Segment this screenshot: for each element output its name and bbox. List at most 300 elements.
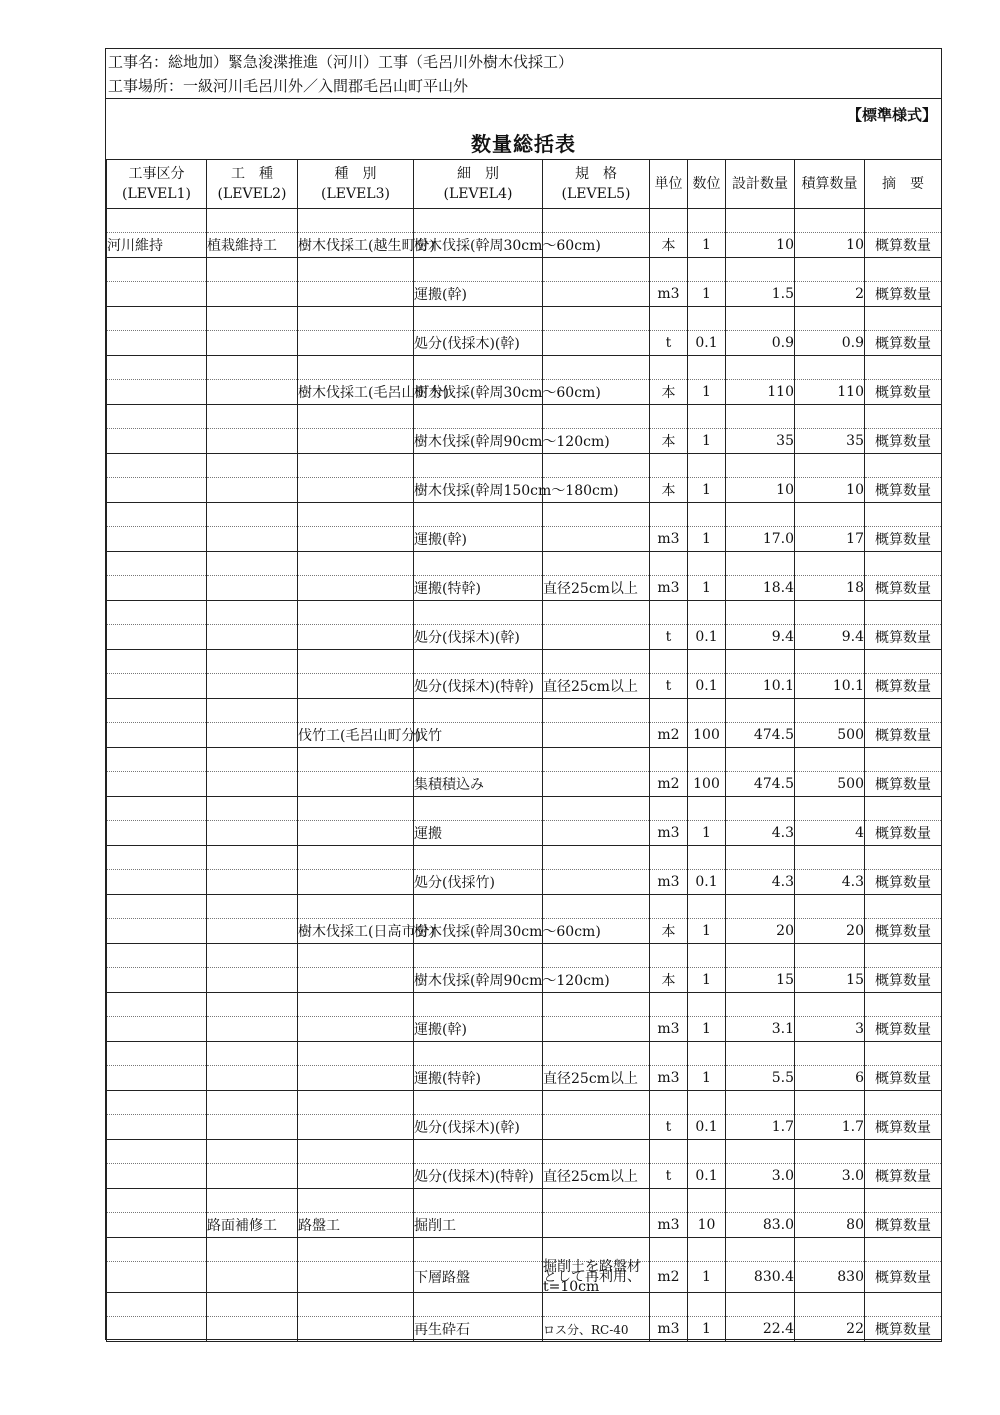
level4-cell: 運搬(幹) — [414, 1017, 543, 1042]
empty-cell — [414, 209, 543, 233]
level2-cell — [207, 429, 298, 454]
empty-cell — [107, 944, 207, 968]
empty-cell — [107, 601, 207, 625]
empty-cell — [543, 307, 650, 331]
unit-cell: m3 — [650, 1213, 688, 1238]
level5-cell: 直径25cm以上 — [543, 674, 650, 699]
empty-cell — [726, 454, 795, 478]
calc-qty-cell: 3 — [795, 1017, 865, 1042]
level5-cell: 直径25cm以上 — [543, 576, 650, 601]
level4-cell: 掘削工 — [414, 1213, 543, 1238]
level1-cell — [107, 478, 207, 503]
empty-cell — [726, 209, 795, 233]
empty-cell — [865, 944, 942, 968]
level5-cell — [543, 625, 650, 650]
empty-cell — [650, 601, 688, 625]
empty-cell — [688, 993, 726, 1017]
empty-cell — [865, 1238, 942, 1262]
design-qty-cell: 22.4 — [726, 1317, 795, 1342]
empty-cell — [726, 1293, 795, 1317]
empty-cell — [207, 454, 298, 478]
empty-cell — [414, 699, 543, 723]
empty-cell — [107, 1140, 207, 1164]
empty-cell — [795, 895, 865, 919]
empty-cell — [795, 454, 865, 478]
spacer-row — [107, 650, 942, 674]
level4-cell: 運搬(幹) — [414, 527, 543, 552]
level1-cell: 河川維持 — [107, 233, 207, 258]
level5-cell — [543, 282, 650, 307]
empty-cell — [865, 699, 942, 723]
spacer-row — [107, 1238, 942, 1262]
empty-cell — [650, 405, 688, 429]
unit-cell: 本 — [650, 919, 688, 944]
level3-cell — [298, 870, 414, 895]
empty-cell — [414, 1042, 543, 1066]
empty-cell — [650, 454, 688, 478]
level1-cell — [107, 821, 207, 846]
spacer-row — [107, 797, 942, 821]
empty-cell — [795, 1091, 865, 1115]
empty-cell — [207, 650, 298, 674]
empty-cell — [726, 650, 795, 674]
level5-cell: ロス分、RC-40 — [543, 1317, 650, 1342]
spacer-row — [107, 1091, 942, 1115]
empty-cell — [688, 699, 726, 723]
table-row — [107, 1262, 942, 1293]
table-row — [107, 821, 942, 846]
spacer-row — [107, 307, 942, 331]
remarks-cell: 概算数量 — [865, 1164, 942, 1189]
level3-cell — [298, 478, 414, 503]
empty-cell — [543, 552, 650, 576]
empty-cell — [207, 1042, 298, 1066]
empty-cell — [865, 1140, 942, 1164]
design-qty-cell: 15 — [726, 968, 795, 993]
level1-cell — [107, 723, 207, 748]
unit-cell: m2 — [650, 772, 688, 797]
table-row — [107, 1017, 942, 1042]
empty-cell — [795, 1140, 865, 1164]
remarks-cell: 概算数量 — [865, 723, 942, 748]
remarks-cell: 概算数量 — [865, 1317, 942, 1342]
spacer-row — [107, 258, 942, 282]
empty-cell — [298, 1238, 414, 1262]
empty-cell — [543, 1140, 650, 1164]
remarks-cell: 概算数量 — [865, 282, 942, 307]
digits-cell: 0.1 — [688, 331, 726, 356]
table-row — [107, 870, 942, 895]
level1-cell — [107, 870, 207, 895]
unit-cell: t — [650, 674, 688, 699]
empty-cell — [207, 503, 298, 527]
empty-cell — [207, 356, 298, 380]
empty-cell — [107, 895, 207, 919]
calc-qty-cell: 10 — [795, 478, 865, 503]
empty-cell — [414, 601, 543, 625]
digits-cell: 10 — [688, 1213, 726, 1238]
spacer-row — [107, 944, 942, 968]
level5-cell — [543, 1115, 650, 1140]
empty-cell — [865, 1091, 942, 1115]
spacer-row — [107, 748, 942, 772]
col-header-calc-qty: 積算数量 — [795, 160, 865, 209]
empty-cell — [688, 1042, 726, 1066]
level2-cell — [207, 674, 298, 699]
empty-cell — [207, 993, 298, 1017]
unit-cell: m3 — [650, 870, 688, 895]
level3-cell: 伐竹工(毛呂山町分) — [298, 723, 414, 748]
empty-cell — [688, 209, 726, 233]
level3-cell: 樹木伐採工(越生町分) — [298, 233, 414, 258]
design-qty-cell: 3.0 — [726, 1164, 795, 1189]
empty-cell — [795, 209, 865, 233]
calc-qty-cell: 17 — [795, 527, 865, 552]
level5-cell — [543, 1213, 650, 1238]
empty-cell — [298, 993, 414, 1017]
level1-cell — [107, 1213, 207, 1238]
table-row — [107, 429, 942, 454]
level1-cell — [107, 1017, 207, 1042]
calc-qty-cell: 110 — [795, 380, 865, 405]
empty-cell — [543, 1293, 650, 1317]
level5-cell — [543, 870, 650, 895]
unit-cell: t — [650, 625, 688, 650]
level2-cell — [207, 576, 298, 601]
empty-cell — [107, 650, 207, 674]
table-row — [107, 625, 942, 650]
header-divider — [106, 98, 941, 99]
empty-cell — [107, 797, 207, 821]
empty-cell — [298, 944, 414, 968]
empty-cell — [650, 846, 688, 870]
empty-cell — [650, 209, 688, 233]
spacer-row — [107, 552, 942, 576]
table-row — [107, 527, 942, 552]
empty-cell — [726, 699, 795, 723]
empty-cell — [543, 797, 650, 821]
empty-cell — [650, 356, 688, 380]
empty-cell — [795, 405, 865, 429]
table-row — [107, 1115, 942, 1140]
remarks-cell: 概算数量 — [865, 772, 942, 797]
empty-cell — [543, 258, 650, 282]
digits-cell: 1 — [688, 1262, 726, 1293]
level2-cell — [207, 1115, 298, 1140]
empty-cell — [543, 356, 650, 380]
level2-cell — [207, 527, 298, 552]
empty-cell — [107, 1238, 207, 1262]
level3-cell: 路盤工 — [298, 1213, 414, 1238]
unit-cell: m3 — [650, 1017, 688, 1042]
empty-cell — [298, 1140, 414, 1164]
level1-cell — [107, 1115, 207, 1140]
empty-cell — [543, 1042, 650, 1066]
empty-cell — [298, 895, 414, 919]
quantity-summary-sheet — [105, 48, 942, 1340]
unit-cell: m2 — [650, 1262, 688, 1293]
level3-cell — [298, 429, 414, 454]
calc-qty-cell: 80 — [795, 1213, 865, 1238]
level4-cell: 樹木伐採(幹周90cm～120cm) — [414, 968, 543, 993]
unit-cell: t — [650, 331, 688, 356]
level3-cell — [298, 1262, 414, 1293]
empty-cell — [414, 307, 543, 331]
empty-cell — [298, 1189, 414, 1213]
empty-cell — [795, 1189, 865, 1213]
unit-cell: 本 — [650, 968, 688, 993]
design-qty-cell: 10.1 — [726, 674, 795, 699]
empty-cell — [298, 1293, 414, 1317]
empty-cell — [650, 552, 688, 576]
empty-cell — [726, 405, 795, 429]
unit-cell: m3 — [650, 282, 688, 307]
empty-cell — [726, 601, 795, 625]
empty-cell — [207, 1238, 298, 1262]
spacer-row — [107, 993, 942, 1017]
remarks-cell: 概算数量 — [865, 968, 942, 993]
empty-cell — [726, 1189, 795, 1213]
digits-cell: 100 — [688, 723, 726, 748]
level4-cell: 再生砕石 — [414, 1317, 543, 1342]
spacer-row — [107, 601, 942, 625]
empty-cell — [688, 1238, 726, 1262]
empty-cell — [795, 993, 865, 1017]
empty-cell — [688, 454, 726, 478]
empty-cell — [207, 748, 298, 772]
empty-cell — [414, 846, 543, 870]
empty-cell — [688, 748, 726, 772]
empty-cell — [207, 1189, 298, 1213]
table-row — [107, 233, 942, 258]
empty-cell — [726, 1140, 795, 1164]
spacer-row — [107, 1189, 942, 1213]
level5-cell — [543, 723, 650, 748]
digits-cell: 1 — [688, 821, 726, 846]
empty-cell — [688, 650, 726, 674]
level4-cell: 樹木伐採(幹周30cm～60cm) — [414, 919, 543, 944]
level5-cell — [543, 1017, 650, 1042]
digits-cell: 1 — [688, 1066, 726, 1091]
design-qty-cell: 4.3 — [726, 821, 795, 846]
empty-cell — [795, 552, 865, 576]
empty-cell — [543, 601, 650, 625]
unit-cell: 本 — [650, 478, 688, 503]
empty-cell — [865, 846, 942, 870]
empty-cell — [865, 1042, 942, 1066]
design-qty-cell: 10 — [726, 478, 795, 503]
level3-cell — [298, 968, 414, 993]
unit-cell: m3 — [650, 821, 688, 846]
level3-cell — [298, 1017, 414, 1042]
remarks-cell: 概算数量 — [865, 625, 942, 650]
empty-cell — [650, 1140, 688, 1164]
design-qty-cell: 3.1 — [726, 1017, 795, 1042]
empty-cell — [414, 356, 543, 380]
remarks-cell: 概算数量 — [865, 1066, 942, 1091]
calc-qty-cell: 830 — [795, 1262, 865, 1293]
empty-cell — [688, 895, 726, 919]
empty-cell — [414, 895, 543, 919]
empty-cell — [298, 552, 414, 576]
col-header-level2: 工 種 (LEVEL2) — [207, 160, 298, 209]
empty-cell — [865, 993, 942, 1017]
unit-cell: t — [650, 1115, 688, 1140]
empty-cell — [865, 503, 942, 527]
empty-cell — [207, 601, 298, 625]
level4-cell: 処分(伐採竹) — [414, 870, 543, 895]
level4-cell: 運搬(幹) — [414, 282, 543, 307]
empty-cell — [414, 1238, 543, 1262]
empty-cell — [414, 993, 543, 1017]
empty-cell — [207, 895, 298, 919]
level1-cell — [107, 576, 207, 601]
col-header-design-qty: 設計数量 — [726, 160, 795, 209]
level4-cell: 樹木伐採(幹周150cm～180cm) — [414, 478, 543, 503]
col-header-level1: 工事区分 (LEVEL1) — [107, 160, 207, 209]
empty-cell — [688, 258, 726, 282]
remarks-cell: 概算数量 — [865, 478, 942, 503]
empty-cell — [298, 797, 414, 821]
empty-cell — [726, 258, 795, 282]
spacer-row — [107, 1042, 942, 1066]
remarks-cell: 概算数量 — [865, 1262, 942, 1293]
empty-cell — [865, 797, 942, 821]
digits-cell: 1 — [688, 429, 726, 454]
empty-cell — [414, 454, 543, 478]
empty-cell — [543, 1238, 650, 1262]
level3-cell — [298, 625, 414, 650]
remarks-cell: 概算数量 — [865, 821, 942, 846]
spacer-row — [107, 356, 942, 380]
level5-cell — [543, 821, 650, 846]
calc-qty-cell: 22 — [795, 1317, 865, 1342]
level3-cell — [298, 1066, 414, 1091]
empty-cell — [207, 258, 298, 282]
level1-cell — [107, 331, 207, 356]
remarks-cell: 概算数量 — [865, 380, 942, 405]
level3-cell — [298, 527, 414, 552]
spacer-row — [107, 895, 942, 919]
level2-cell: 植栽維持工 — [207, 233, 298, 258]
empty-cell — [650, 993, 688, 1017]
empty-cell — [865, 552, 942, 576]
unit-cell: m3 — [650, 1317, 688, 1342]
empty-cell — [865, 356, 942, 380]
empty-cell — [298, 258, 414, 282]
calc-qty-cell: 9.4 — [795, 625, 865, 650]
digits-cell: 0.1 — [688, 625, 726, 650]
empty-cell — [107, 258, 207, 282]
level3-cell — [298, 821, 414, 846]
empty-cell — [107, 1293, 207, 1317]
empty-cell — [726, 1042, 795, 1066]
empty-cell — [543, 454, 650, 478]
empty-cell — [795, 846, 865, 870]
level3-cell — [298, 1164, 414, 1189]
empty-cell — [726, 307, 795, 331]
digits-cell: 1 — [688, 527, 726, 552]
table-row — [107, 674, 942, 699]
calc-qty-cell: 10 — [795, 233, 865, 258]
empty-cell — [865, 1189, 942, 1213]
calc-qty-cell: 3.0 — [795, 1164, 865, 1189]
empty-cell — [688, 307, 726, 331]
digits-cell: 1 — [688, 1017, 726, 1042]
empty-cell — [650, 1042, 688, 1066]
calc-qty-cell: 4 — [795, 821, 865, 846]
design-qty-cell: 9.4 — [726, 625, 795, 650]
empty-cell — [298, 1042, 414, 1066]
empty-cell — [688, 1091, 726, 1115]
empty-cell — [107, 552, 207, 576]
empty-cell — [726, 993, 795, 1017]
digits-cell: 0.1 — [688, 1115, 726, 1140]
empty-cell — [298, 601, 414, 625]
calc-qty-cell: 1.7 — [795, 1115, 865, 1140]
level1-cell — [107, 429, 207, 454]
level1-cell — [107, 674, 207, 699]
empty-cell — [795, 1042, 865, 1066]
digits-cell: 0.1 — [688, 870, 726, 895]
digits-cell: 1 — [688, 478, 726, 503]
empty-cell — [298, 699, 414, 723]
empty-cell — [865, 258, 942, 282]
empty-cell — [414, 650, 543, 674]
empty-cell — [543, 1189, 650, 1213]
empty-cell — [414, 552, 543, 576]
empty-cell — [207, 1140, 298, 1164]
empty-cell — [865, 454, 942, 478]
empty-cell — [207, 1293, 298, 1317]
level2-cell: 路面補修工 — [207, 1213, 298, 1238]
design-qty-cell: 1.5 — [726, 282, 795, 307]
empty-cell — [865, 405, 942, 429]
empty-cell — [207, 944, 298, 968]
empty-cell — [414, 405, 543, 429]
empty-cell — [688, 405, 726, 429]
page-title: 数量総括表 — [471, 132, 576, 156]
empty-cell — [795, 1293, 865, 1317]
unit-cell: m3 — [650, 1066, 688, 1091]
empty-cell — [543, 650, 650, 674]
empty-cell — [650, 748, 688, 772]
level5-cell — [543, 772, 650, 797]
level2-cell — [207, 870, 298, 895]
level2-cell — [207, 968, 298, 993]
level4-cell: 伐竹 — [414, 723, 543, 748]
quantity-table — [106, 159, 942, 1342]
digits-cell: 0.1 — [688, 674, 726, 699]
empty-cell — [298, 307, 414, 331]
level1-cell — [107, 282, 207, 307]
design-qty-cell: 830.4 — [726, 1262, 795, 1293]
empty-cell — [688, 552, 726, 576]
level1-cell — [107, 1164, 207, 1189]
empty-cell — [298, 405, 414, 429]
empty-cell — [298, 1091, 414, 1115]
level2-cell — [207, 821, 298, 846]
level4-cell: 運搬(特幹) — [414, 576, 543, 601]
spacer-row — [107, 454, 942, 478]
empty-cell — [207, 209, 298, 233]
level2-cell — [207, 1066, 298, 1091]
remarks-cell: 概算数量 — [865, 576, 942, 601]
empty-cell — [107, 846, 207, 870]
level2-cell — [207, 282, 298, 307]
empty-cell — [688, 797, 726, 821]
remarks-cell: 概算数量 — [865, 527, 942, 552]
